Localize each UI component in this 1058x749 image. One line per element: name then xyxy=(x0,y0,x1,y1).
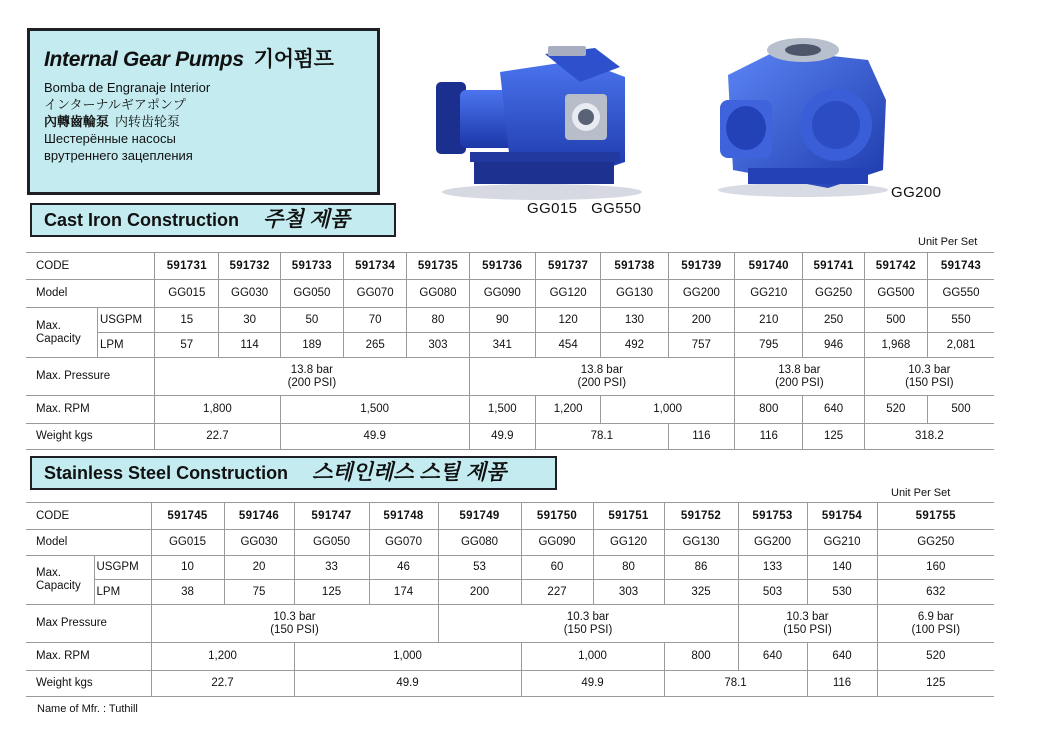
cast-iron-unit-label: Unit Per Set xyxy=(918,236,978,248)
rpm-cell: 520 xyxy=(877,643,994,671)
lpm-cell: 75 xyxy=(224,580,294,605)
stainless-unit-label: Unit Per Set xyxy=(891,487,951,499)
capacity-label-line2: Capacity xyxy=(36,580,81,592)
weight-label: Weight kgs xyxy=(26,671,151,697)
code-row xyxy=(26,253,994,280)
lpm-cell: 189 xyxy=(280,333,343,358)
usgpm-cell: 80 xyxy=(593,556,664,580)
rpm-cell: 1,000 xyxy=(521,643,664,671)
lpm-cell: 492 xyxy=(601,333,668,358)
models-cell: GG500 xyxy=(864,280,927,308)
rpm-cell: 1,500 xyxy=(280,396,469,424)
codes-cell: 591738 xyxy=(601,253,668,280)
codes-cell: 591746 xyxy=(224,503,294,530)
pressure-bar: 10.3 bar xyxy=(566,610,610,623)
lpm-cell: 2,081 xyxy=(928,333,995,358)
models-cell: GG080 xyxy=(438,530,521,556)
usgpm-cell: 133 xyxy=(738,556,807,580)
pressure-cell xyxy=(469,358,734,396)
weight-cell: 116 xyxy=(735,424,803,450)
pressure-bar: 6.9 bar xyxy=(917,610,954,623)
cast-iron-heading-korean: 주철 제품 xyxy=(263,208,350,231)
lpm-row xyxy=(26,333,994,358)
codes-cell: 591735 xyxy=(407,253,469,280)
usgpm-cell: 70 xyxy=(344,308,407,333)
lpm-cell: 200 xyxy=(438,580,521,605)
cast-iron-spec-table xyxy=(26,252,994,450)
lpm-cell: 795 xyxy=(735,333,803,358)
rpm-cell: 1,500 xyxy=(469,396,535,424)
usgpm-label: USGPM xyxy=(97,308,154,333)
pressure-psi: (150 PSI) xyxy=(270,623,319,636)
rpm-cell: 1,000 xyxy=(601,396,735,424)
models-cell: GG050 xyxy=(280,280,343,308)
lpm-cell: 174 xyxy=(369,580,438,605)
pressure-cell xyxy=(735,358,865,396)
usgpm-cell: 210 xyxy=(735,308,803,333)
rpm-cell: 1,800 xyxy=(155,396,281,424)
code-label: CODE xyxy=(26,253,155,280)
pressure-cell xyxy=(877,605,994,643)
codes-cell: 591748 xyxy=(369,503,438,530)
rpm-cell: 520 xyxy=(864,396,927,424)
pressure-psi: (150 PSI) xyxy=(905,376,954,389)
rpm-cell: 1,200 xyxy=(535,396,600,424)
title-box xyxy=(27,28,380,195)
subtitle-russian-2: врутреннего зацепления xyxy=(44,148,193,163)
subtitle-chinese-traditional: 內轉齒輪泵 xyxy=(44,114,110,129)
usgpm-row xyxy=(26,308,994,333)
models-cell: GG130 xyxy=(601,280,668,308)
usgpm-cell: 80 xyxy=(407,308,469,333)
lpm-cell: 632 xyxy=(877,580,994,605)
pressure-cell xyxy=(155,358,469,396)
models-cell: GG200 xyxy=(668,280,734,308)
usgpm-cell: 46 xyxy=(369,556,438,580)
models-cell: GG210 xyxy=(735,280,803,308)
weight-cell: 78.1 xyxy=(535,424,668,450)
codes-cell: 591753 xyxy=(738,503,807,530)
models-cell: GG015 xyxy=(155,280,219,308)
subtitle-japanese: インターナルギアポンプ xyxy=(44,97,186,112)
usgpm-cell: 200 xyxy=(668,308,734,333)
codes-cell: 591737 xyxy=(535,253,600,280)
weight-cell: 125 xyxy=(803,424,864,450)
code-row xyxy=(26,503,994,530)
pump-photo-gg200 xyxy=(708,30,893,200)
lpm-label: LPM xyxy=(97,333,154,358)
lpm-row xyxy=(26,580,994,605)
pressure-row xyxy=(26,605,994,643)
lpm-cell: 503 xyxy=(738,580,807,605)
lpm-cell: 325 xyxy=(664,580,738,605)
lpm-cell: 303 xyxy=(593,580,664,605)
model-row xyxy=(26,280,994,308)
stainless-spec-table xyxy=(26,502,994,697)
rpm-cell: 640 xyxy=(803,396,864,424)
title-korean: 기어펌프 xyxy=(253,48,334,71)
pressure-cell xyxy=(438,605,738,643)
stainless-heading-english: Stainless Steel Construction xyxy=(44,463,289,483)
lpm-cell: 265 xyxy=(344,333,407,358)
pump-photo-gg015-gg550 xyxy=(430,42,655,202)
weight-cell: 49.9 xyxy=(521,671,664,697)
pressure-psi: (200 PSI) xyxy=(577,376,627,389)
codes-cell: 591736 xyxy=(469,253,535,280)
weight-row xyxy=(26,671,994,697)
pressure-bar: 13.8 bar xyxy=(290,363,333,376)
models-cell: GG130 xyxy=(664,530,738,556)
models-cell: GG120 xyxy=(535,280,600,308)
cast-iron-heading-english: Cast Iron Construction xyxy=(44,210,240,230)
weight-cell: 116 xyxy=(668,424,734,450)
models-cell: GG070 xyxy=(344,280,407,308)
codes-cell: 591734 xyxy=(344,253,407,280)
capacity-label xyxy=(26,308,97,358)
codes-cell: 591752 xyxy=(664,503,738,530)
subtitle-spanish: Bomba de Engranaje Interior xyxy=(44,80,211,95)
rpm-label: Max. RPM xyxy=(26,643,151,671)
codes-cell: 591750 xyxy=(521,503,593,530)
usgpm-cell: 50 xyxy=(280,308,343,333)
codes-cell: 591733 xyxy=(280,253,343,280)
pressure-bar: 13.8 bar xyxy=(778,363,821,376)
weight-cell: 49.9 xyxy=(469,424,535,450)
usgpm-cell: 130 xyxy=(601,308,668,333)
rpm-cell: 640 xyxy=(807,643,877,671)
model-label: Model xyxy=(26,280,155,308)
weight-cell: 22.7 xyxy=(155,424,281,450)
codes-cell: 591739 xyxy=(668,253,734,280)
usgpm-cell: 550 xyxy=(928,308,995,333)
capacity-label-line1: Max. xyxy=(36,319,61,332)
codes-cell: 591742 xyxy=(864,253,927,280)
usgpm-cell: 30 xyxy=(219,308,280,333)
codes-cell: 591754 xyxy=(807,503,877,530)
model-label: Model xyxy=(26,530,151,556)
usgpm-label: USGPM xyxy=(94,556,151,580)
models-cell: GG080 xyxy=(407,280,469,308)
rpm-cell: 1,200 xyxy=(151,643,294,671)
pressure-psi: (200 PSI) xyxy=(775,376,824,389)
lpm-label: LPM xyxy=(94,580,151,605)
rpm-row xyxy=(26,396,994,424)
pressure-cell xyxy=(738,605,877,643)
code-label: CODE xyxy=(26,503,151,530)
usgpm-cell: 60 xyxy=(521,556,593,580)
models-cell: GG200 xyxy=(738,530,807,556)
pressure-row xyxy=(26,358,994,396)
rpm-cell: 1,000 xyxy=(294,643,521,671)
usgpm-cell: 53 xyxy=(438,556,521,580)
stainless-heading xyxy=(30,456,557,490)
model-row xyxy=(26,530,994,556)
lpm-cell: 57 xyxy=(155,333,219,358)
models-cell: GG210 xyxy=(807,530,877,556)
pressure-bar: 13.8 bar xyxy=(580,363,623,376)
usgpm-cell: 160 xyxy=(877,556,994,580)
models-cell: GG090 xyxy=(469,280,535,308)
subtitle-chinese-simplified: 内转齿轮泵 xyxy=(115,114,181,129)
codes-cell: 591755 xyxy=(877,503,994,530)
stainless-heading-korean: 스테인레스 스틸 제품 xyxy=(312,461,507,484)
usgpm-cell: 250 xyxy=(803,308,864,333)
rpm-cell: 800 xyxy=(664,643,738,671)
usgpm-cell: 33 xyxy=(294,556,369,580)
subtitle-chinese xyxy=(44,113,367,130)
models-cell: GG250 xyxy=(803,280,864,308)
codes-cell: 591743 xyxy=(928,253,995,280)
lpm-cell: 341 xyxy=(469,333,535,358)
usgpm-cell: 86 xyxy=(664,556,738,580)
pressure-label: Max Pressure xyxy=(26,605,151,643)
codes-cell: 591749 xyxy=(438,503,521,530)
models-cell: GG030 xyxy=(224,530,294,556)
rpm-cell: 640 xyxy=(738,643,807,671)
pressure-bar: 10.3 bar xyxy=(273,610,316,623)
usgpm-cell: 20 xyxy=(224,556,294,580)
models-cell: GG070 xyxy=(369,530,438,556)
lpm-cell: 530 xyxy=(807,580,877,605)
codes-cell: 591751 xyxy=(593,503,664,530)
weight-row xyxy=(26,424,994,450)
usgpm-cell: 15 xyxy=(155,308,219,333)
weight-cell: 116 xyxy=(807,671,877,697)
subtitle-russian-1: Шестерённые насосы xyxy=(44,131,176,146)
weight-cell: 22.7 xyxy=(151,671,294,697)
pressure-cell xyxy=(864,358,994,396)
lpm-cell: 946 xyxy=(803,333,864,358)
rpm-label: Max. RPM xyxy=(26,396,155,424)
lpm-cell: 227 xyxy=(521,580,593,605)
photo-caption-left: GG015 GG550 xyxy=(527,200,642,217)
codes-cell: 591731 xyxy=(155,253,219,280)
photo-caption-right: GG200 xyxy=(891,184,942,201)
usgpm-cell: 140 xyxy=(807,556,877,580)
usgpm-cell: 90 xyxy=(469,308,535,333)
weight-cell: 78.1 xyxy=(664,671,807,697)
weight-cell: 318.2 xyxy=(864,424,994,450)
rpm-cell: 800 xyxy=(735,396,803,424)
usgpm-cell: 500 xyxy=(864,308,927,333)
page-title xyxy=(44,43,367,73)
lpm-cell: 38 xyxy=(151,580,224,605)
models-cell: GG030 xyxy=(219,280,280,308)
lpm-cell: 303 xyxy=(407,333,469,358)
weight-cell: 49.9 xyxy=(280,424,469,450)
codes-cell: 591732 xyxy=(219,253,280,280)
models-cell: GG050 xyxy=(294,530,369,556)
codes-cell: 591741 xyxy=(803,253,864,280)
pressure-bar: 10.3 bar xyxy=(908,363,951,376)
usgpm-row xyxy=(26,556,994,580)
rpm-cell: 500 xyxy=(928,396,995,424)
capacity-label-line1: Max. xyxy=(36,567,61,579)
codes-cell: 591745 xyxy=(151,503,224,530)
models-cell: GG550 xyxy=(928,280,995,308)
cast-iron-heading xyxy=(30,203,396,237)
pressure-psi: (150 PSI) xyxy=(563,623,613,636)
pressure-psi: (200 PSI) xyxy=(287,376,337,389)
title-english: Internal Gear Pumps xyxy=(44,48,244,71)
models-cell: GG015 xyxy=(151,530,224,556)
weight-cell: 49.9 xyxy=(294,671,521,697)
lpm-cell: 114 xyxy=(219,333,280,358)
usgpm-cell: 10 xyxy=(151,556,224,580)
codes-cell: 591740 xyxy=(735,253,803,280)
pressure-label: Max. Pressure xyxy=(26,358,155,396)
rpm-row xyxy=(26,643,994,671)
lpm-cell: 125 xyxy=(294,580,369,605)
lpm-cell: 1,968 xyxy=(864,333,927,358)
pressure-bar: 10.3 bar xyxy=(786,610,829,623)
capacity-label xyxy=(26,556,94,605)
models-cell: GG250 xyxy=(877,530,994,556)
models-cell: GG120 xyxy=(593,530,664,556)
pressure-psi: (100 PSI) xyxy=(911,623,961,636)
weight-label: Weight kgs xyxy=(26,424,155,450)
pressure-cell xyxy=(151,605,438,643)
lpm-cell: 757 xyxy=(668,333,734,358)
usgpm-cell: 120 xyxy=(535,308,600,333)
manufacturer-note: Name of Mfr. : Tuthill xyxy=(37,703,138,715)
pressure-psi: (150 PSI) xyxy=(783,623,832,636)
codes-cell: 591747 xyxy=(294,503,369,530)
weight-cell: 125 xyxy=(877,671,994,697)
models-cell: GG090 xyxy=(521,530,593,556)
lpm-cell: 454 xyxy=(535,333,600,358)
capacity-label-line2: Capacity xyxy=(36,332,81,345)
